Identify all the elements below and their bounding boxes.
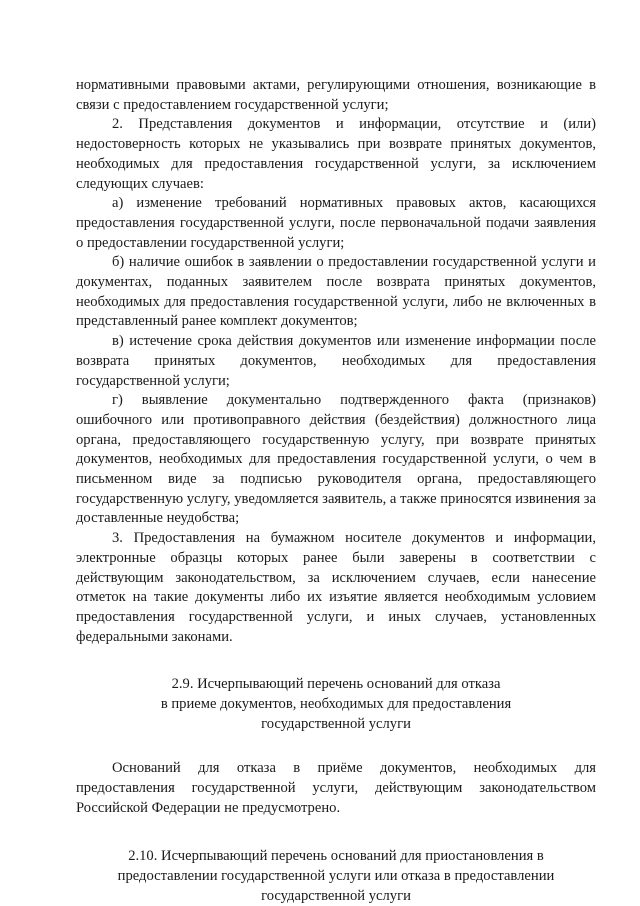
paragraph-item-3: 3. Предоставления на бумажном носителе документов и информации, электронные образцы которых ранее были заверены в соответствии с действующим законодательством, за исключением случаев, если нанесение отметок на такие документы либо их изъятие является необходимым условием предоставления государственной услуги, и иных случаев, установленных федеральными законами. bbox=[76, 530, 596, 645]
section-heading-2-9 bbox=[76, 674, 596, 734]
heading-line: 2.9. Исчерпывающий перечень оснований для отказа bbox=[171, 676, 501, 693]
section-2-9-paragraph: Оснований для отказа в приёме документов, необходимых для предоставления государственной услуги, действующим законодательством Российской Федерации не предусмотрено. bbox=[76, 760, 596, 816]
section-heading-2-10 bbox=[76, 846, 596, 906]
paragraph-subitem-a: а) изменение требований нормативных правовых актов, касающихся предоставления государственной услуги, после первоначальной подачи заявления о предоставлении государственной услуги; bbox=[76, 195, 596, 251]
paragraph-subitem-b: б) наличие ошибок в заявлении о предоставлении государственной услуги и документах, поданных заявителем после возврата принятых документов, необходимых для предоставления государственной услуги, либо не включенных в представленный ранее комплект документов; bbox=[76, 254, 596, 330]
heading-line: предоставлении государственной услуги или отказа в предоставлении bbox=[117, 867, 555, 884]
heading-line: в приеме документов, необходимых для предоставления bbox=[160, 696, 512, 713]
paragraph-subitem-g: г) выявление документально подтвержденного факта (признаков) ошибочного или противоправного действия (бездействия) должностного лица органа, предоставляющего государственную услугу, при возврате принятых документов, необходимых для предоставления государственной услуги, о чем в письменном виде за подписью руководителя органа, предоставляющего государственную услугу, уведомляется заявитель, а также приносятся извинения за доставленные неудобства; bbox=[76, 392, 596, 527]
paragraph-item-2: 2. Представления документов и информации, отсутствие и (или) недостоверность которых не указывались при возврате принятых документов, необходимых для предоставления государственной услуги, за исключением следующих случаев: bbox=[76, 116, 596, 192]
paragraph-continuation: нормативными правовыми актами, регулирующими отношения, возникающие в связи с предоставлением государственной услуги; bbox=[76, 77, 596, 113]
heading-line: 2.10. Исчерпывающий перечень оснований для приостановления в bbox=[128, 847, 544, 864]
heading-line: государственной услуги bbox=[261, 887, 411, 904]
document-page bbox=[76, 76, 596, 906]
paragraph-subitem-v: в) истечение срока действия документов или изменение информации после возврата принятых документов, необходимых для предоставления государственной услуги; bbox=[76, 333, 596, 389]
heading-line: государственной услуги bbox=[261, 716, 411, 733]
